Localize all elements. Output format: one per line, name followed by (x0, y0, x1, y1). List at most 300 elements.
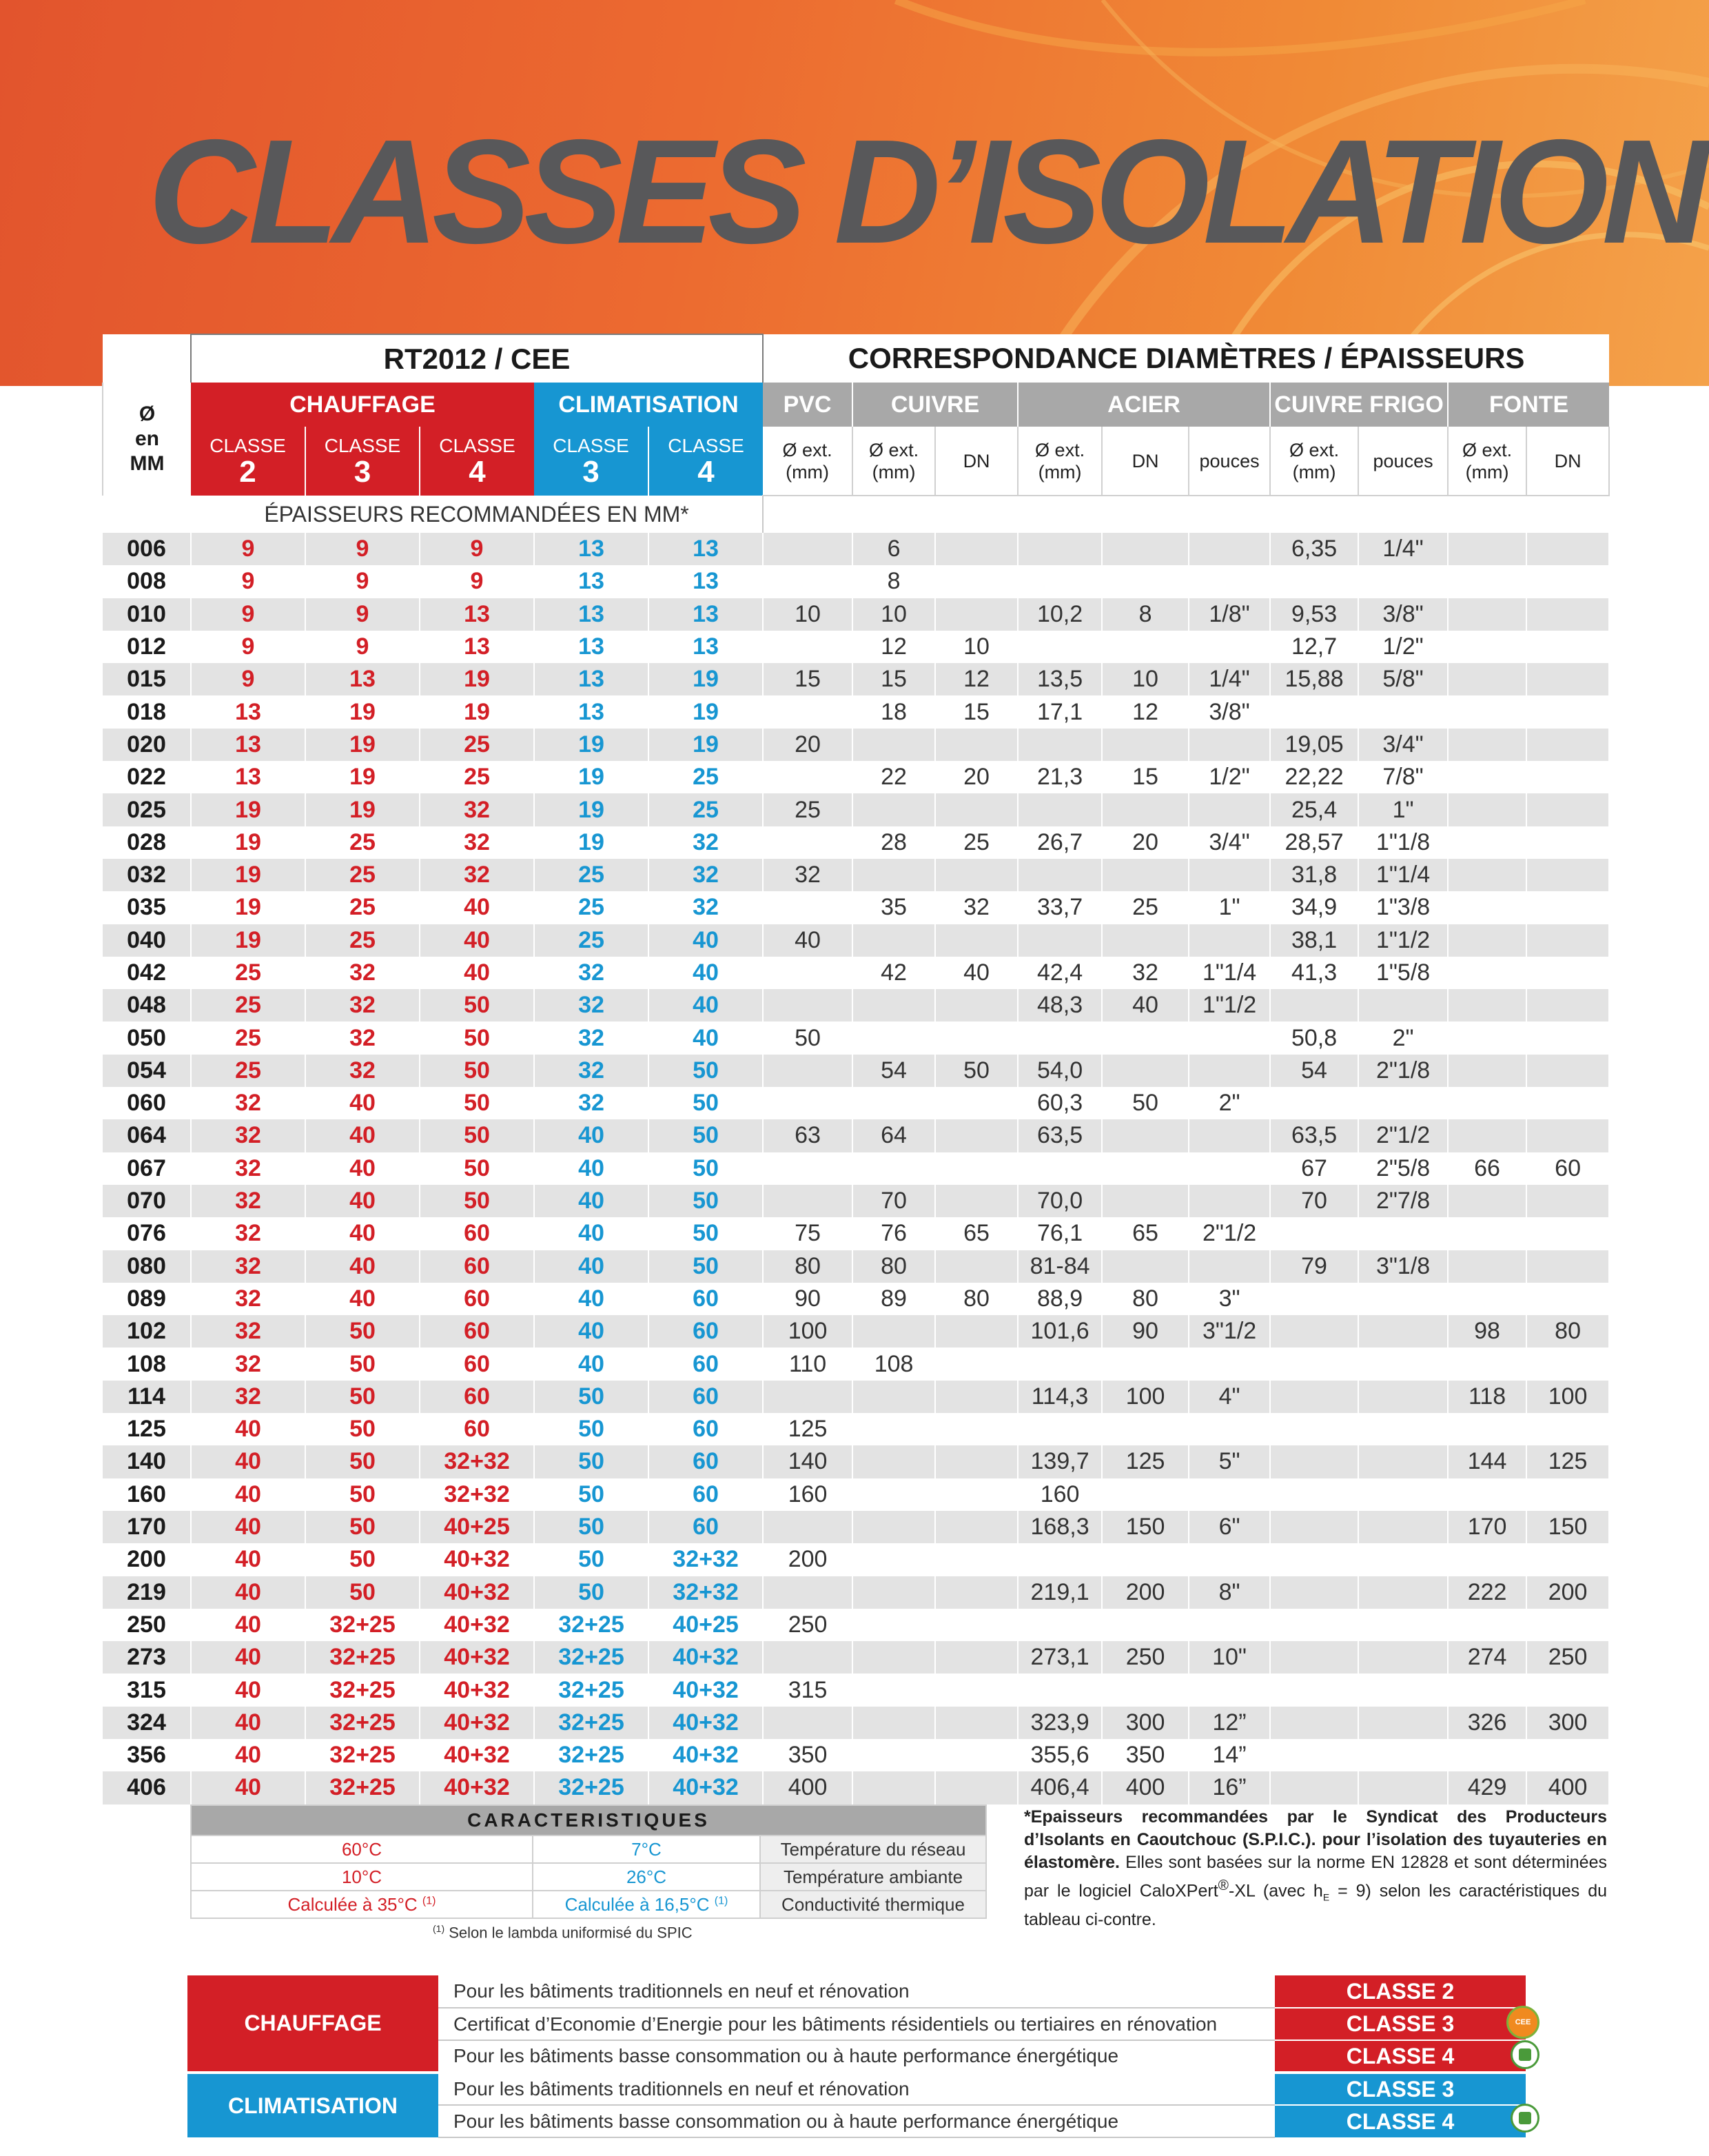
correspondance-cell: 350 (1102, 1739, 1189, 1771)
correspondance-cell: 100 (1102, 1381, 1189, 1413)
correspondance-cell: 76 (852, 1217, 935, 1250)
chauffage-thickness-cell: 32 (191, 1250, 305, 1283)
correspondance-cell (1448, 598, 1526, 631)
correspondance-header: CORRESPONDANCE DIAMÈTRES / ÉPAISSEURS (763, 334, 1609, 383)
correspondance-cell (763, 1576, 852, 1609)
diameter-cell: 054 (103, 1055, 191, 1087)
chauffage-thickness-cell: 40 (191, 1609, 305, 1641)
diameter-cell: 089 (103, 1283, 191, 1315)
pvc-header: PVC (763, 383, 852, 427)
correspondance-cell: 33,7 (1018, 891, 1102, 924)
correspondance-cell (1270, 1739, 1358, 1771)
chauffage-thickness-cell: 25 (191, 1055, 305, 1087)
correspondance-cell (1358, 1511, 1448, 1543)
climatisation-thickness-cell: 13 (534, 598, 648, 631)
diameter-cell: 160 (103, 1478, 191, 1511)
correspondance-cell (852, 729, 935, 761)
correspondance-cell (1270, 1674, 1358, 1706)
chauffage-thickness-cell: 40 (191, 1707, 305, 1739)
climatisation-thickness-cell: 40 (534, 1250, 648, 1283)
correspondance-cell (1448, 695, 1526, 728)
correspondance-cell (1526, 729, 1609, 761)
rt2012-header: RT2012 / CEE (191, 334, 763, 383)
table-row (103, 891, 1609, 924)
climatisation-thickness-cell: 50 (534, 1576, 648, 1609)
correspondance-cell (935, 1576, 1018, 1609)
correspondance-cell: 2"1/2 (1358, 1119, 1448, 1152)
correspondance-cell: 10 (1102, 663, 1189, 695)
chauffage-thickness-cell: 32 (191, 1315, 305, 1348)
climatisation-thickness-cell: 50 (534, 1511, 648, 1543)
table-row (103, 631, 1609, 663)
correspondance-cell (1448, 1087, 1526, 1119)
correspondance-cell (1448, 957, 1526, 989)
climatisation-thickness-cell: 19 (534, 826, 648, 859)
correspondance-cell (1448, 631, 1526, 663)
correspondance-cell: 8" (1189, 1576, 1270, 1609)
correspondance-cell: 2" (1358, 1021, 1448, 1054)
chauffage-thickness-cell: 19 (191, 924, 305, 957)
correspondance-cell (1448, 891, 1526, 924)
chauffage-thickness-cell: 32 (420, 826, 534, 859)
table-row (103, 729, 1609, 761)
legend-classe: CLASSE 4 (1275, 2105, 1526, 2137)
correspondance-cell: 125 (763, 1413, 852, 1445)
correspondance-cell (935, 1478, 1018, 1511)
chauffage-thickness-cell: 9 (191, 565, 305, 598)
chauffage-thickness-cell: 60 (420, 1315, 534, 1348)
correspondance-cell: 1/2" (1189, 761, 1270, 793)
correspondance-cell (1526, 1021, 1609, 1054)
correspondance-cell (1102, 1119, 1189, 1152)
diameter-cell: 125 (103, 1413, 191, 1445)
climatisation-thickness-cell: 32 (534, 957, 648, 989)
correspondance-cell (1270, 1413, 1358, 1445)
correspondance-cell: 1/8" (1189, 598, 1270, 631)
diameter-cell: 114 (103, 1381, 191, 1413)
correspondance-cell (1189, 1543, 1270, 1576)
chauffage-thickness-cell: 50 (305, 1381, 420, 1413)
diameter-cell: 018 (103, 695, 191, 728)
correspondance-cell: 8 (1102, 598, 1189, 631)
correspondance-cell (1358, 1087, 1448, 1119)
correspondance-cell: 101,6 (1018, 1315, 1102, 1348)
chauffage-thickness-cell: 50 (305, 1445, 420, 1478)
chauffage-thickness-cell: 13 (191, 761, 305, 793)
spic-note: *Epaisseurs recommandées par le Syndicat des Producteurs d’Isolants en Caoutchouc (S.P.I.C.). pour l’isolation des tuyauteries en élastomère. Elles sont basées sur la norme EN 12828 et sont déterminées par le logiciel CaloXPert®-XL (avec $h_E = 9$) selon les caractéristiques du tableau ci-contre. (1024, 1807, 1607, 1930)
correspondance-cell: 1/2" (1358, 631, 1448, 663)
frigo-ext-header: Ø ext. (mm) (1270, 427, 1358, 496)
correspondance-cell: 42,4 (1018, 957, 1102, 989)
chauffage-thickness-cell: 13 (191, 695, 305, 728)
correspondance-cell (1526, 924, 1609, 957)
chauffage-thickness-cell: 32+25 (305, 1674, 420, 1706)
footnote: $^{(1)}$ Selon le lambda uniformisé du SPIC (433, 1923, 693, 1942)
chauffage-thickness-cell: 9 (191, 598, 305, 631)
correspondance-cell: 10" (1189, 1641, 1270, 1674)
diameter-cell: 025 (103, 793, 191, 826)
correspondance-cell (1448, 1021, 1526, 1054)
table-row (103, 1771, 1609, 1804)
correspondance-cell: 60 (1526, 1152, 1609, 1185)
correspondance-cell (852, 1674, 935, 1706)
correspondance-cell: 38,1 (1270, 924, 1358, 957)
climatisation-thickness-cell: 19 (648, 729, 763, 761)
table-row (103, 1381, 1609, 1413)
correspondance-cell: 2" (1189, 1087, 1270, 1119)
correspondance-cell (935, 1641, 1018, 1674)
correspondance-cell: 4" (1189, 1381, 1270, 1413)
correspondance-cell: 1"1/8 (1358, 826, 1448, 859)
correspondance-cell (1358, 1707, 1448, 1739)
correspondance-cell (763, 533, 852, 565)
climatisation-thickness-cell: 19 (648, 663, 763, 695)
cee-badge-icon: CEE (1506, 2006, 1539, 2039)
climatisation-thickness-cell: 13 (648, 598, 763, 631)
correspondance-cell: 114,3 (1018, 1381, 1102, 1413)
chauffage-thickness-cell: 40 (191, 1445, 305, 1478)
legend-description: Pour les bâtiments basse consommation ou à haute performance énergétique (438, 2105, 1275, 2137)
correspondance-cell (1448, 663, 1526, 695)
correspondance-cell (1189, 924, 1270, 957)
correspondance-cell (1526, 891, 1609, 924)
correspondance-cell: 219,1 (1018, 1576, 1102, 1609)
climatisation-thickness-cell: 25 (648, 761, 763, 793)
chauffage-thickness-cell: 32 (191, 1283, 305, 1315)
correspondance-cell: 118 (1448, 1381, 1526, 1413)
legend-climatisation: CLIMATISATION (187, 2073, 438, 2137)
recommended-label: ÉPAISSEURS RECOMMANDÉES EN MM* (191, 496, 763, 533)
climatisation-thickness-cell: 32 (534, 989, 648, 1021)
climatisation-thickness-cell: 40+32 (648, 1674, 763, 1706)
correspondance-cell (935, 1250, 1018, 1283)
correspondance-cell: 300 (1102, 1707, 1189, 1739)
diameter-cell: 273 (103, 1641, 191, 1674)
correspondance-cell (763, 1381, 852, 1413)
correspondance-cell (1448, 859, 1526, 891)
correspondance-cell: 80 (935, 1283, 1018, 1315)
correspondance-cell (935, 1087, 1018, 1119)
climatisation-thickness-cell: 40 (534, 1119, 648, 1152)
chauffage-thickness-cell: 32 (420, 859, 534, 891)
climatisation-thickness-cell: 40+32 (648, 1771, 763, 1804)
climatisation-thickness-cell: 13 (648, 565, 763, 598)
climatisation-thickness-cell: 40 (648, 924, 763, 957)
climatisation-thickness-cell: 13 (648, 533, 763, 565)
correspondance-cell: 32 (935, 891, 1018, 924)
correspondance-cell: 65 (935, 1217, 1018, 1250)
climatisation-thickness-cell: 19 (534, 793, 648, 826)
chauffage-thickness-cell: 40+32 (420, 1707, 534, 1739)
climatisation-thickness-cell: 32+25 (534, 1609, 648, 1641)
correspondance-cell (763, 631, 852, 663)
diameter-cell: 028 (103, 826, 191, 859)
climatisation-thickness-cell: 50 (534, 1478, 648, 1511)
chauffage-thickness-cell: 40+25 (420, 1511, 534, 1543)
correspondance-cell (852, 924, 935, 957)
chauffage-thickness-cell: 32 (191, 1185, 305, 1217)
table-row (103, 1348, 1609, 1380)
correspondance-cell (1189, 1152, 1270, 1185)
climatisation-thickness-cell: 19 (648, 695, 763, 728)
diameter-cell: 035 (103, 891, 191, 924)
correspondance-cell (1526, 533, 1609, 565)
correspondance-cell (1018, 1348, 1102, 1380)
correspondance-cell (935, 1707, 1018, 1739)
table-row (103, 1576, 1609, 1609)
correspondance-cell: 67 (1270, 1152, 1358, 1185)
correspondance-cell: 222 (1448, 1576, 1526, 1609)
correspondance-cell (935, 1674, 1018, 1706)
correspondance-cell (1358, 989, 1448, 1021)
correspondance-cell (1448, 793, 1526, 826)
correspondance-cell (1189, 1674, 1270, 1706)
correspondance-cell (1526, 826, 1609, 859)
chauffage-thickness-cell: 19 (305, 729, 420, 761)
correspondance-cell: 50 (763, 1021, 852, 1054)
diameter-cell: 020 (103, 729, 191, 761)
correspondance-cell (763, 1511, 852, 1543)
correspondance-cell (1358, 1283, 1448, 1315)
chauffage-thickness-cell: 19 (191, 859, 305, 891)
correspondance-cell: 65 (1102, 1217, 1189, 1250)
correspondance-cell (852, 1739, 935, 1771)
correspondance-cell: 1" (1189, 891, 1270, 924)
correspondance-cell: 54,0 (1018, 1055, 1102, 1087)
correspondance-cell (763, 565, 852, 598)
correspondance-cell: 42 (852, 957, 935, 989)
correspondance-cell (852, 1021, 935, 1054)
chauffage-thickness-cell: 9 (420, 533, 534, 565)
correspondance-cell (935, 989, 1018, 1021)
correspondance-cell: 355,6 (1018, 1739, 1102, 1771)
climatisation-classe-3: CLASSE 3 (534, 427, 648, 496)
correspondance-cell: 63 (763, 1119, 852, 1152)
correspondance-cell: 144 (1448, 1445, 1526, 1478)
correspondance-cell (1270, 1609, 1358, 1641)
climatisation-thickness-cell: 13 (534, 695, 648, 728)
correspondance-cell (1102, 1055, 1189, 1087)
chauffage-thickness-cell: 40 (191, 1413, 305, 1445)
correspondance-cell: 250 (763, 1609, 852, 1641)
correspondance-cell: 88,9 (1018, 1283, 1102, 1315)
diameter-cell: 042 (103, 957, 191, 989)
correspondance-cell (852, 1707, 935, 1739)
climatisation-thickness-cell: 13 (534, 663, 648, 695)
legend-description: Pour les bâtiments basse consommation ou à haute performance énergétique (438, 2040, 1275, 2073)
legend-classe: CLASSE 2 (1275, 1975, 1526, 2008)
chauffage-thickness-cell: 25 (305, 891, 420, 924)
correspondance-cell: 40 (1102, 989, 1189, 1021)
correspondance-cell (1358, 1543, 1448, 1576)
chauffage-thickness-cell: 32+32 (420, 1478, 534, 1511)
correspondance-cell (852, 1087, 935, 1119)
diameter-cell: 050 (103, 1021, 191, 1054)
correspondance-cell: 2"1/2 (1189, 1217, 1270, 1250)
correspondance-cell (1102, 1609, 1189, 1641)
correspondance-cell (1358, 1217, 1448, 1250)
correspondance-cell (1526, 1739, 1609, 1771)
chauffage-thickness-cell: 40 (305, 1185, 420, 1217)
chauffage-thickness-cell: 9 (191, 663, 305, 695)
table-row (103, 1152, 1609, 1185)
chauffage-thickness-cell: 50 (420, 1119, 534, 1152)
chauffage-thickness-cell: 25 (420, 761, 534, 793)
correspondance-cell (1358, 1576, 1448, 1609)
correspondance-cell: 9,53 (1270, 598, 1358, 631)
diameter-cell: 315 (103, 1674, 191, 1706)
climatisation-thickness-cell: 40 (648, 957, 763, 989)
correspondance-cell: 168,3 (1018, 1511, 1102, 1543)
table-row (103, 1543, 1609, 1576)
chauffage-thickness-cell: 60 (420, 1217, 534, 1250)
correspondance-cell (935, 1119, 1018, 1152)
chauffage-thickness-cell: 32 (305, 1021, 420, 1054)
correspondance-cell (852, 1315, 935, 1348)
correspondance-cell: 80 (1526, 1315, 1609, 1348)
correspondance-cell: 1"5/8 (1358, 957, 1448, 989)
correspondance-cell (1448, 1478, 1526, 1511)
climatisation-thickness-cell: 60 (648, 1445, 763, 1478)
correspondance-cell (1270, 1641, 1358, 1674)
chauffage-classe-4: CLASSE 4 (420, 427, 534, 496)
chauffage-thickness-cell: 13 (420, 598, 534, 631)
correspondance-cell (1448, 1739, 1526, 1771)
hero-banner (0, 0, 1709, 386)
table-row (103, 598, 1609, 631)
correspondance-cell (1448, 1543, 1526, 1576)
cuivre-dn-header: DN (935, 427, 1018, 496)
correspondance-cell (1189, 1119, 1270, 1152)
correspondance-cell (852, 1381, 935, 1413)
chauffage-thickness-cell: 50 (305, 1348, 420, 1380)
correspondance-cell: 3/8" (1189, 695, 1270, 728)
correspondance-cell (763, 826, 852, 859)
correspondance-cell (1018, 1674, 1102, 1706)
chauffage-thickness-cell: 50 (305, 1478, 420, 1511)
chauffage-thickness-cell: 40+32 (420, 1543, 534, 1576)
correspondance-cell (852, 859, 935, 891)
chauffage-thickness-cell: 40 (191, 1543, 305, 1576)
correspondance-cell: 35 (852, 891, 935, 924)
correspondance-cell (935, 1348, 1018, 1380)
correspondance-cell (1102, 1543, 1189, 1576)
diameter-cell: 032 (103, 859, 191, 891)
correspondance-cell (935, 1315, 1018, 1348)
correspondance-cell: 60,3 (1018, 1087, 1102, 1119)
chauffage-thickness-cell: 60 (420, 1283, 534, 1315)
correspondance-cell (1448, 1119, 1526, 1152)
correspondance-cell (935, 1445, 1018, 1478)
chauffage-thickness-cell: 40 (191, 1739, 305, 1771)
correspondance-cell: 98 (1448, 1315, 1526, 1348)
correspondance-cell: 3"1/8 (1358, 1250, 1448, 1283)
correspondance-cell: 315 (763, 1674, 852, 1706)
fonte-ext-header: Ø ext. (mm) (1448, 427, 1526, 496)
correspondance-cell (1102, 729, 1189, 761)
correspondance-cell (935, 598, 1018, 631)
climatisation-thickness-cell: 25 (534, 859, 648, 891)
correspondance-cell: 25 (935, 826, 1018, 859)
correspondance-cell (935, 565, 1018, 598)
diameter-cell: 064 (103, 1119, 191, 1152)
climatisation-thickness-cell: 40 (648, 989, 763, 1021)
diameter-cell: 356 (103, 1739, 191, 1771)
correspondance-cell (1270, 1543, 1358, 1576)
climatisation-thickness-cell: 40+32 (648, 1739, 763, 1771)
chauffage-thickness-cell: 19 (191, 826, 305, 859)
climatisation-thickness-cell: 60 (648, 1511, 763, 1543)
chauffage-thickness-cell: 40 (305, 1217, 420, 1250)
correspondance-cell: 1"3/8 (1358, 891, 1448, 924)
correspondance-cell (1526, 1119, 1609, 1152)
correspondance-cell: 170 (1448, 1511, 1526, 1543)
correspondance-cell (763, 1641, 852, 1674)
correspondance-cell: 10,2 (1018, 598, 1102, 631)
climatisation-thickness-cell: 32+32 (648, 1576, 763, 1609)
correspondance-cell (1189, 793, 1270, 826)
climatisation-thickness-cell: 50 (648, 1119, 763, 1152)
climatisation-thickness-cell: 50 (534, 1381, 648, 1413)
correspondance-cell: 6,35 (1270, 533, 1358, 565)
diameter-cell: 010 (103, 598, 191, 631)
climatisation-thickness-cell: 32 (648, 859, 763, 891)
climatisation-thickness-cell: 40+32 (648, 1641, 763, 1674)
correspondance-cell (1358, 1348, 1448, 1380)
correspondance-cell: 70 (852, 1185, 935, 1217)
correspondance-cell (1102, 565, 1189, 598)
correspondance-cell: 16” (1189, 1771, 1270, 1804)
climatisation-thickness-cell: 19 (534, 729, 648, 761)
climatisation-thickness-cell: 32+25 (534, 1739, 648, 1771)
correspondance-cell: 20 (763, 729, 852, 761)
diameter-cell: 006 (103, 533, 191, 565)
correspondance-cell (1189, 533, 1270, 565)
insulation-table (102, 334, 1610, 1804)
correspondance-cell: 89 (852, 1283, 935, 1315)
table-row (103, 533, 1609, 565)
cuivre-frigo-header: CUIVRE FRIGO (1270, 383, 1448, 427)
climatisation-thickness-cell: 60 (648, 1348, 763, 1380)
correspondance-cell: 2"1/8 (1358, 1055, 1448, 1087)
climatisation-thickness-cell: 13 (648, 631, 763, 663)
chauffage-thickness-cell: 40 (191, 1576, 305, 1609)
chauffage-thickness-cell: 50 (305, 1576, 420, 1609)
climatisation-thickness-cell: 32+25 (534, 1771, 648, 1804)
correspondance-cell: 10 (852, 598, 935, 631)
table-row (103, 859, 1609, 891)
chauffage-thickness-cell: 32+25 (305, 1707, 420, 1739)
chauffage-thickness-cell: 32+25 (305, 1771, 420, 1804)
correspondance-cell (1018, 1021, 1102, 1054)
acier-ext-header: Ø ext. (mm) (1018, 427, 1102, 496)
correspondance-cell (1448, 1609, 1526, 1641)
acier-header: ACIER (1018, 383, 1270, 427)
chauffage-thickness-cell: 40 (305, 1119, 420, 1152)
chauffage-thickness-cell: 32+25 (305, 1609, 420, 1641)
chauffage-thickness-cell: 40 (191, 1478, 305, 1511)
climatisation-thickness-cell: 40 (534, 1217, 648, 1250)
correspondance-cell (1018, 631, 1102, 663)
chauffage-thickness-cell: 40 (191, 1771, 305, 1804)
correspondance-cell (1102, 1348, 1189, 1380)
correspondance-cell (1102, 793, 1189, 826)
correspondance-cell (1526, 1478, 1609, 1511)
chauffage-thickness-cell: 32+25 (305, 1739, 420, 1771)
diameter-cell: 102 (103, 1315, 191, 1348)
correspondance-cell: 41,3 (1270, 957, 1358, 989)
correspondance-cell (1526, 1413, 1609, 1445)
